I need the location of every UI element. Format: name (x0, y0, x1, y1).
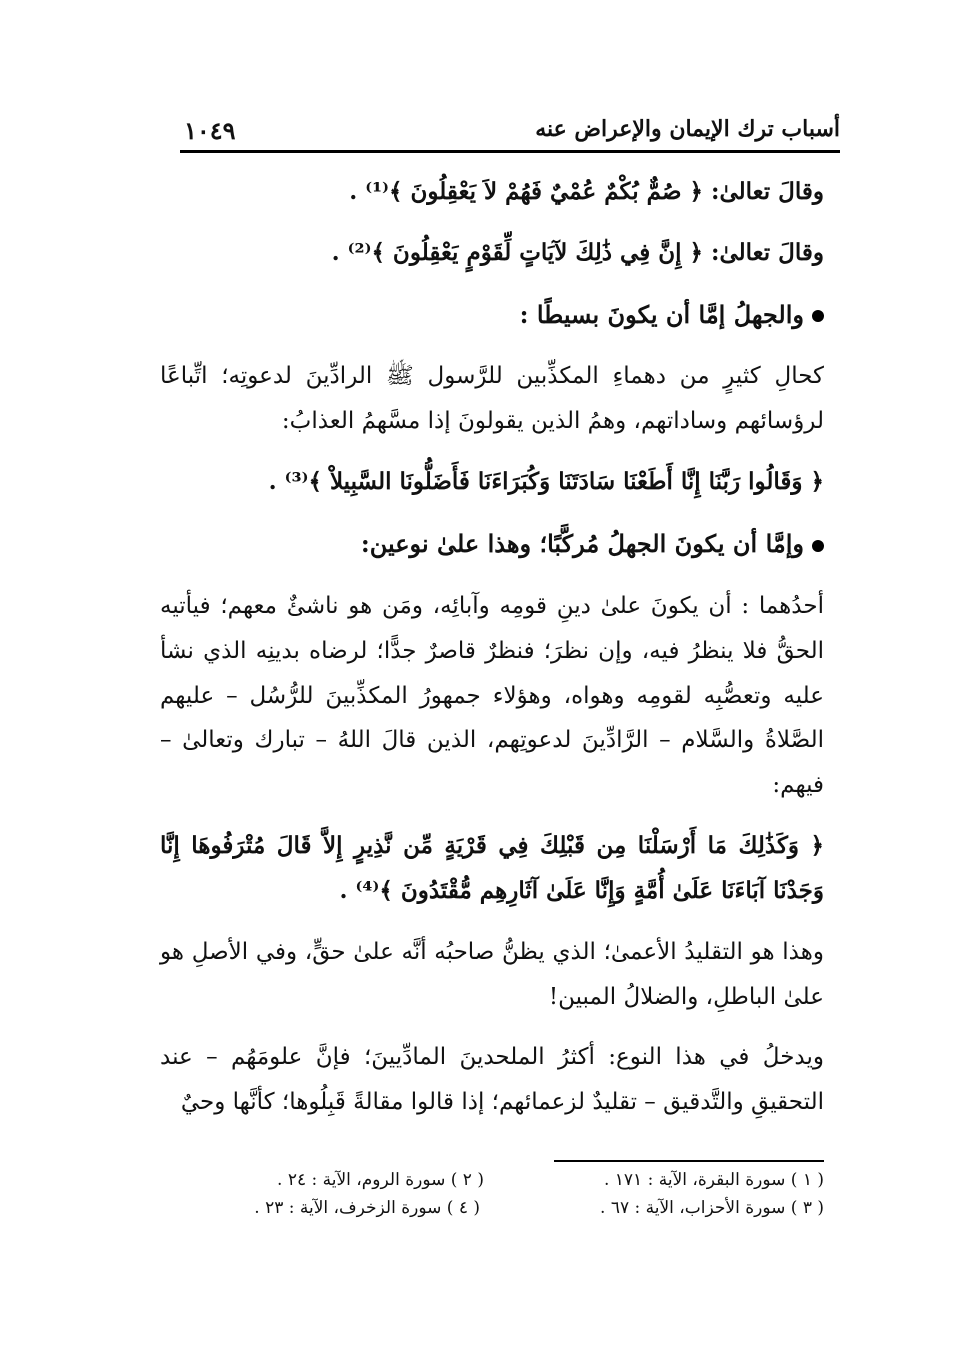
footnotes (164, 1170, 824, 1226)
verse-quote-4: ﴿ وَكَذَٰلِكَ مَا أَرْسَلْنَا مِن قَبْلِكَ فِي قَرْيَةٍ مِّن نَّذِيرٍ إِلاَّ قَالَ مُتْرَفُوهَا إِنَّا وَجَدْنَا آبَاءَنَا عَلَىٰ أُمَّةٍ وَإِنَّا عَلَىٰ آثَارِهِم مُّقْتَدُونَ ﴾⁽⁴⁾ . (160, 832, 824, 904)
footnote-2: ( ٢ ) سورة الروم، الآية : ٢٤ . (277, 1170, 484, 1190)
bullet-icon (812, 310, 824, 322)
section-heading-1: والجهلُ إمَّا أن يكونَ بسيطًا : (519, 299, 804, 329)
footnote-row (164, 1198, 824, 1218)
section-heading-2: وإمَّا أن يكونَ الجهلُ مُركَّبًا؛ وهذا علىٰ نوعين: (360, 529, 804, 559)
page-number: ١٠٤٩ (184, 116, 236, 145)
footnote-4: ( ٤ ) سورة الزخرف، الآية : ٢٣ . (254, 1198, 481, 1218)
paragraph-1: كحالِ كثيرٍ من دهماءِ المكذِّبين للرَّسول ﷺ الرادِّينَ لدعوتِه؛ اتِّباعًا لرؤسائهم وساداتهم، وهمُ الذين يقولونَ إذا مسَّهمُ العذابُ: (160, 363, 824, 435)
verse-quote-3: ﴿ وَقَالُوا رَبَّنَا إِنَّا أَطَعْنَا سَادَتَنَا وَكُبَرَاءَنَا فَأَضَلُّونَا السَّبِيلاْ ﴾⁽³⁾ . (268, 468, 824, 496)
footnote-3: ( ٣ ) سورة الأحزاب، الآية : ٦٧ . (600, 1198, 824, 1218)
paragraph-2: أحدُهما : أن يكونَ علىٰ دينِ قومِه وآبائِه، ومَن هو ناشئٌ معهم؛ فيأتيه الحقُّ فلا ينظرُ فيه، وإن نظرَ؛ فنظرٌ قاصرٌ جدًّا؛ لرضاه بدينِه الذي نشأ عليه وتعصُّبِه لقومِه وهواه، وهؤلاء جمهورُ المكذِّبينَ للرُّسُل – عليهم الصَّلاةُ والسَّلام – الرَّادِّينَ لدعوتِهم، الذين قالَ اللهُ – تبارك وتعالىٰ – فيهم: (160, 592, 824, 799)
footnote-separator (554, 1160, 824, 1162)
bullet-icon (812, 540, 824, 552)
footnote-1: ( ١ ) سورة البقرة، الآية : ١٧١ . (603, 1170, 824, 1190)
section-point-simple-ignorance (160, 292, 824, 339)
page-header (180, 112, 840, 152)
section-point-compound-ignorance (160, 521, 824, 568)
verse-quote-2: وقالَ تعالىٰ: ﴿ إِنَّ فِي ذَٰلِكَ لآيَاتٍ لِّقَوْمٍ يَعْقِلُونَ ﴾⁽²⁾ . (331, 238, 824, 266)
footnote-row (164, 1170, 824, 1190)
verse-quote-1: وقالَ تعالىٰ: ﴿ صُمٌّ بُكْمٌ عُمْيٌ فَهُمْ لاَ يَعْقِلُونَ ﴾⁽¹⁾ . (349, 178, 824, 205)
paragraph-3: وهذا هو التقليدُ الأعمىٰ؛ الذي يظنُّ صاحبُه أنَّه علىٰ حقٍّ، وفي الأصلِ هو علىٰ الباطلِ، والضلالُ المبين! (160, 938, 824, 1010)
header-rule (180, 150, 840, 153)
running-title: أسباب ترك الإيمان والإعراض عنه (535, 116, 840, 142)
main-text (160, 170, 824, 1141)
paragraph-4: ويدخلُ في هذا النوع: أكثرُ الملحدينَ المادِّيينَ؛ فإنَّ علومَهُم – عند التحقيقِ والتَّدقيق – تقليدٌ لزعمائهم؛ إذا قالوا مقالةً قَبِلُوها؛ كأنَّها وحيٌ (160, 1044, 824, 1116)
